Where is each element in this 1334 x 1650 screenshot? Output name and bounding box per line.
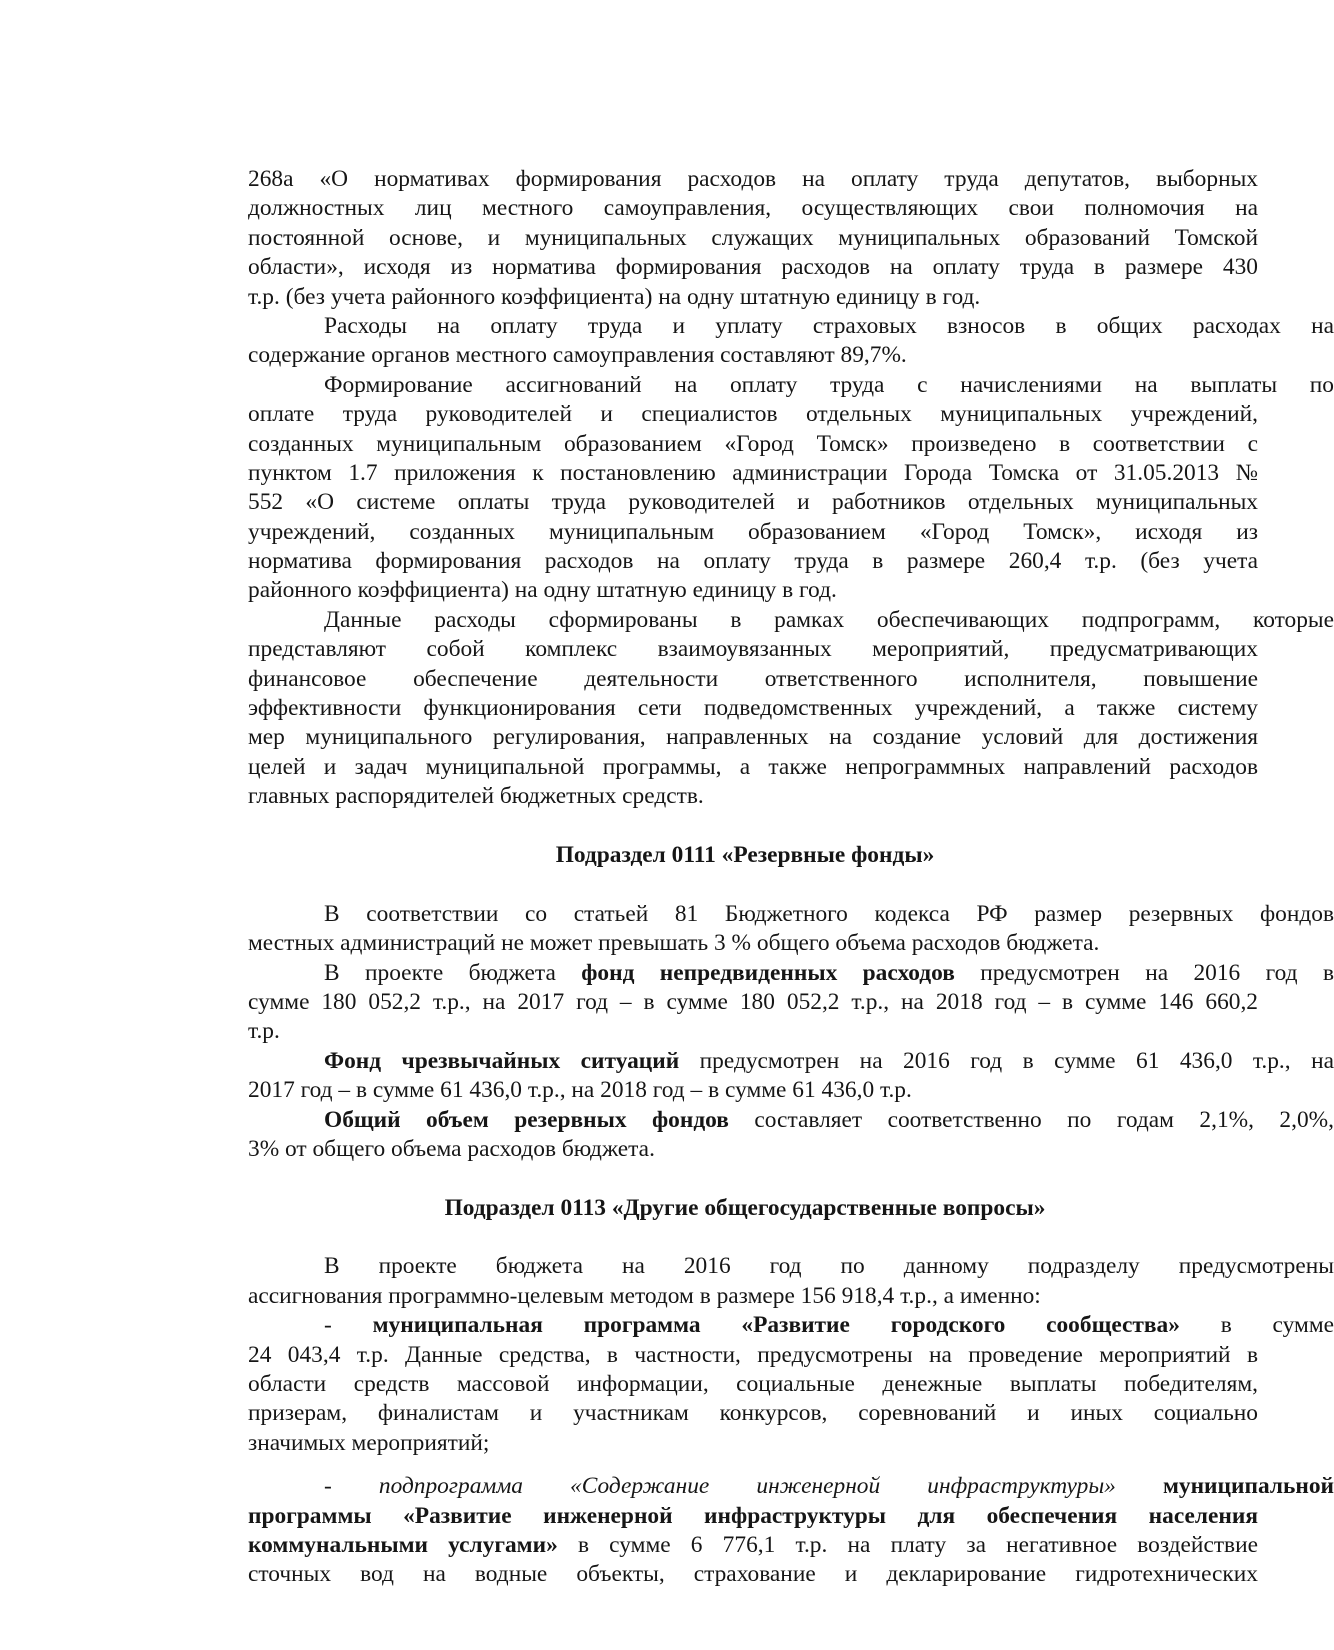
text-line (248, 1311, 1334, 1340)
text-line: 2017 год – в сумме 61 436,0 т.р., на 2018 год – в сумме 61 436,0 т.р. (248, 1077, 912, 1104)
text-line: целей и задач муниципальной программы, а также непрограммных направлений расходов (248, 753, 1258, 780)
paragraph-emergency-fund (248, 1047, 1334, 1106)
text-line: норматива формирования расходов на оплату труда в размере 260,4 т.р. (без учета (248, 548, 1258, 575)
text-line: содержание органов местного самоуправления составляют 89,7%. (248, 342, 907, 369)
section-heading-0111: Подраздел 0111 «Резервные фонды» (555, 841, 935, 868)
text-run: - (324, 1312, 373, 1339)
text-line (248, 1531, 1258, 1560)
paragraph-program-allocations (248, 1252, 1334, 1311)
text-line: учреждений, созданных муниципальным образованием «Город Томск», исходя из (248, 518, 1258, 545)
text-line: местных администраций не может превышать 3 % общего объема расходов бюджета. (248, 930, 1100, 957)
text-line: эффективности функционирования сети подведомственных учреждений, а также систему (248, 695, 1258, 722)
text-line: В соответствии со статьей 81 Бюджетного кодекса РФ размер резервных фондов (324, 900, 1334, 927)
text-line (248, 1047, 1334, 1076)
spacer (248, 1164, 1275, 1193)
spacer (248, 1458, 1275, 1472)
text-run: составляет соответственно по годам 2,1%, 2,0%, (728, 1106, 1334, 1133)
text-line: должностных лиц местного самоуправления, осуществляющих свои полномочия на (248, 195, 1258, 222)
text-line: области средств массовой информации, социальные денежные выплаты победителям, (248, 1371, 1258, 1398)
text-line: области», исходя из норматива формирования расходов на оплату труда в размере 430 (248, 254, 1258, 281)
text-line: В проекте бюджета на 2016 год по данному подразделу предусмотрены (324, 1253, 1334, 1280)
document-body (248, 165, 1334, 1590)
text-line: главных распорядителей бюджетных средств. (248, 783, 704, 810)
text-line (248, 1106, 1334, 1135)
text-line: сумме 180 052,2 т.р., на 2017 год – в сумме 180 052,2 т.р., на 2018 год – в сумме 146 660,2 (248, 988, 1258, 1015)
text-run: в сумме (1179, 1312, 1334, 1339)
text-line: постоянной основе, и муниципальных служащих муниципальных образований Томской (248, 224, 1258, 251)
text-line: т.р. (без учета районного коэффициента) на одну штатную единицу в год. (248, 283, 981, 310)
text-line: созданных муниципальным образованием «Город Томск» произведено в соответствии с (248, 430, 1258, 457)
text-line (248, 1502, 1258, 1531)
spacer (248, 812, 1275, 841)
text-line: 3% от общего объема расходов бюджета. (248, 1135, 655, 1162)
bold-term: коммунальными услугами» (248, 1531, 558, 1558)
paragraph-total-reserves (248, 1106, 1334, 1165)
paragraph-wage-share (248, 312, 1334, 371)
paragraph-infrastructure-subprogram (248, 1472, 1334, 1590)
paragraph-institution-wages (248, 371, 1334, 606)
text-line: Расходы на оплату труда и уплату страховых взносов в общих расходах на (324, 312, 1334, 339)
text-line: призерам, финалистам и участникам конкурсов, соревнований и иных социально (248, 1400, 1258, 1427)
text-line: финансовое обеспечение деятельности ответственного исполнителя, повышение (248, 665, 1258, 692)
text-line: Данные расходы сформированы в рамках обеспечивающих подпрограмм, которые (324, 606, 1334, 633)
bold-term: Общий объем резервных фондов (324, 1106, 729, 1133)
paragraph-subprograms (248, 606, 1334, 812)
text-line: представляют собой комплекс взаимоувязанных мероприятий, предусматривающих (248, 636, 1258, 663)
text-line: Формирование ассигнований на оплату труда с начислениями на выплаты по (324, 371, 1334, 398)
text-line (248, 1472, 1334, 1501)
text-run: в сумме 6 776,1 т.р. на плату за негативное воздействие (557, 1531, 1258, 1558)
text-line: 24 043,4 т.р. Данные средства, в частности, предусмотрены на проведение мероприятий в (248, 1341, 1258, 1368)
text-line: пунктом 1.7 приложения к постановлению администрации Города Томска от 31.05.2013 № (248, 459, 1258, 486)
paragraph-contingency-fund (248, 959, 1334, 1047)
text-line: значимых мероприятий; (248, 1429, 490, 1456)
section-heading-0113: Подраздел 0113 «Другие общегосударственные вопросы» (444, 1194, 1046, 1221)
bold-term: программы «Развитие инженерной инфраструктуры для обеспечения населения (248, 1502, 1258, 1529)
text-line: оплате труда руководителей и специалистов отдельных муниципальных учреждений, (248, 401, 1258, 428)
text-run: предусмотрен на 2016 год в (954, 959, 1334, 986)
paragraph-reserve-limit (248, 900, 1334, 959)
bold-term: муниципальная программа «Развитие городского сообщества» (372, 1312, 1180, 1339)
paragraph-wage-norms (248, 165, 1275, 312)
bold-term: фонд непредвиденных расходов (581, 959, 955, 986)
text-run: - (324, 1473, 379, 1500)
bold-term: муниципальной (1115, 1473, 1334, 1500)
text-line: ассигнования программно-целевым методом в размере 156 918,4 т.р., а именно: (248, 1282, 1041, 1309)
text-line: районного коэффициента) на одну штатную единицу в год. (248, 577, 837, 604)
text-run: предусмотрен на 2016 год в сумме 61 436,0 т.р., на (679, 1047, 1334, 1074)
bold-term: Фонд чрезвычайных ситуаций (324, 1047, 680, 1074)
paragraph-community-program (248, 1311, 1334, 1458)
italic-term: подпрограмма «Содержание инженерной инфраструктуры» (378, 1473, 1116, 1500)
spacer (248, 870, 1275, 899)
spacer (248, 1223, 1275, 1252)
text-line: 552 «О системе оплаты труда руководителей и работников отдельных муниципальных (248, 489, 1258, 516)
text-line: мер муниципального регулирования, направленных на создание условий для достижения (248, 724, 1258, 751)
text-line: 268а «О нормативах формирования расходов на оплату труда депутатов, выборных (248, 166, 1258, 192)
text-line (248, 959, 1334, 988)
text-run: В проекте бюджета (324, 959, 582, 986)
text-line: т.р. (248, 1018, 280, 1045)
text-line: сточных вод на водные объекты, страхование и декларирование гидротехнических (248, 1561, 1258, 1588)
